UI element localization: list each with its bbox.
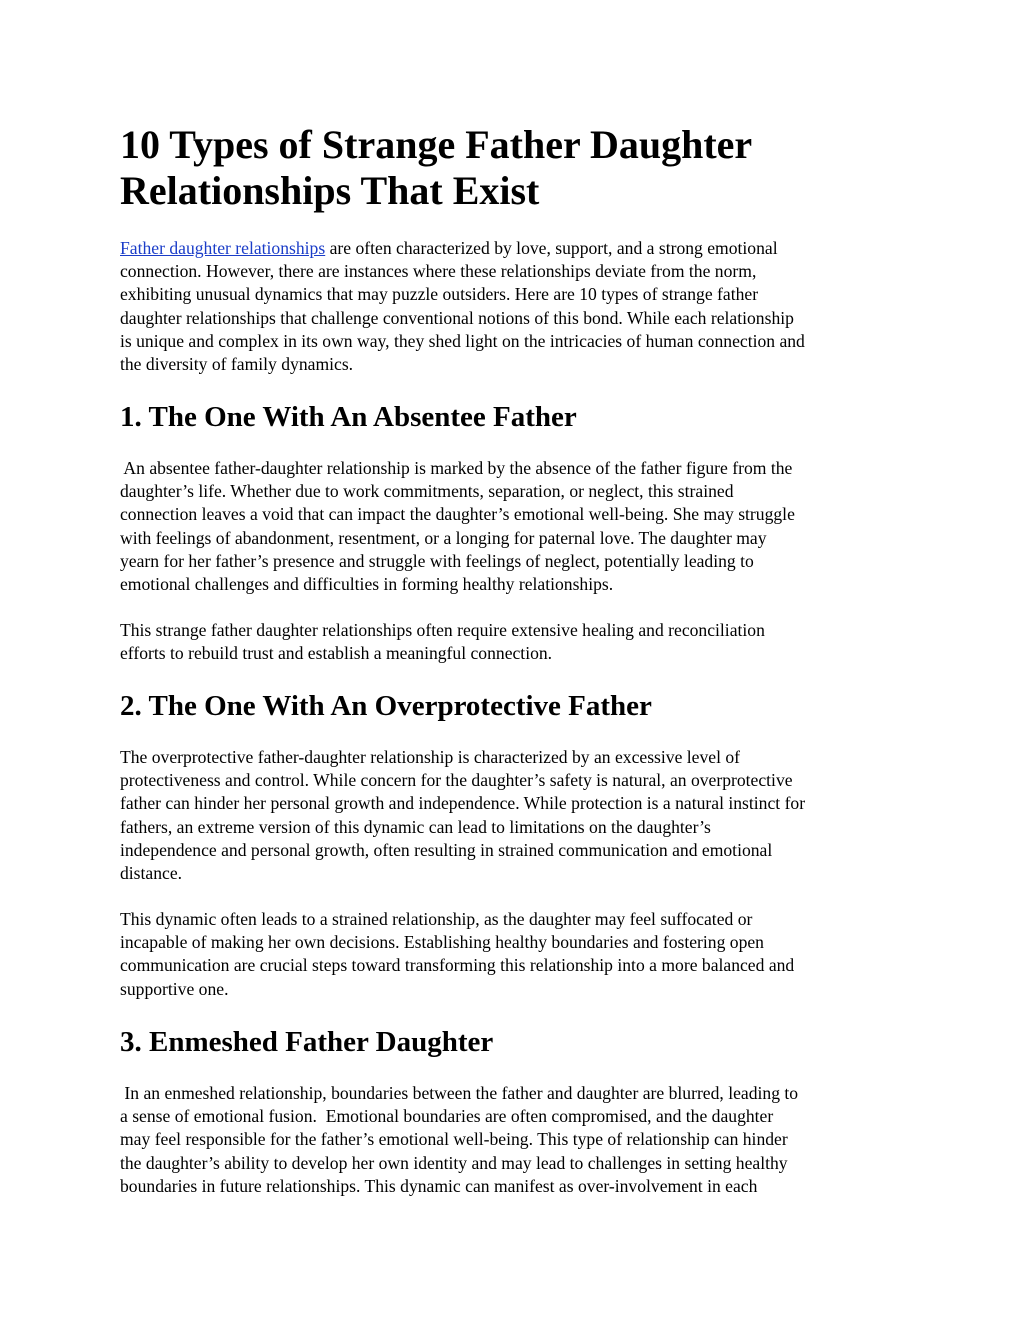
paragraph-line: the daughter’s ability to develop her own identity and may lead to challenges in setting healthy: [120, 1152, 788, 1173]
paragraph-line: communication are crucial steps toward transforming this relationship into a more balanced and: [120, 955, 795, 976]
paragraph-line: emotional challenges and difficulties in forming healthy relationships.: [120, 574, 614, 595]
paragraph-line: exhibiting unusual dynamics that may puzzle outsiders. Here are 10 types of strange father: [120, 284, 759, 305]
paragraph-line: In an enmeshed relationship, boundaries between the father and daughter are blurred, leading to: [120, 1083, 799, 1103]
paragraph-line: yearn for her father’s presence and struggle with feelings of neglect, potentially leading to: [120, 550, 754, 571]
section-1-paragraph-2: [120, 619, 905, 665]
intro-paragraph: [120, 237, 905, 376]
paragraph-line: independence and personal growth, often resulting in strained communication and emotional: [120, 839, 773, 860]
section-1-paragraph-1: [120, 457, 905, 596]
paragraph-line: boundaries in future relationships. This dynamic can manifest as over-involvement in each: [120, 1175, 758, 1196]
paragraph-line: connection leaves a void that can impact the daughter’s emotional well-being. She may struggle: [120, 504, 795, 525]
paragraph-line: father can hinder her personal growth and independence. While protection is a natural instinct for: [120, 793, 806, 814]
paragraph-line: incapable of making her own decisions. Establishing healthy boundaries and fostering open: [120, 932, 764, 953]
paragraph-line: An absentee father-daughter relationship is marked by the absence of the father figure from the: [120, 458, 793, 478]
paragraph-line: distance.: [120, 863, 183, 884]
section-heading-absentee-father: 1. The One With An Absentee Father: [120, 401, 577, 433]
paragraph-line: The overprotective father-daughter relationship is characterized by an excessive level of: [120, 747, 741, 767]
intro-first-line: [120, 237, 905, 260]
section-3-paragraph-1: [120, 1082, 905, 1198]
section-heading-enmeshed-father-daughter: 3. Enmeshed Father Daughter: [120, 1026, 494, 1058]
paragraph-line: supportive one.: [120, 978, 229, 999]
paragraph-line: fathers, an extreme version of this dynamic can lead to limitations on the daughter’s: [120, 816, 711, 837]
title-line: Relationships That Exist: [120, 168, 540, 213]
section-heading-overprotective-father: 2. The One With An Overprotective Father: [120, 690, 652, 722]
paragraph-line: This strange father daughter relationships often require extensive healing and reconciliation: [120, 620, 765, 640]
intro-first-line-text: are often characterized by love, support, and a strong emotional: [325, 238, 778, 258]
paragraph-line: connection. However, there are instances where these relationships deviate from the norm,: [120, 261, 757, 282]
paragraph-line: is unique and complex in its own way, they shed light on the intricacies of human connection and: [120, 330, 805, 351]
paragraph-line: This dynamic often leads to a strained relationship, as the daughter may feel suffocated or: [120, 909, 753, 929]
section-2-paragraph-1: [120, 746, 905, 885]
paragraph-line: with feelings of abandonment, resentment, or a longing for paternal love. The daughter may: [120, 527, 767, 548]
paragraph-line: daughter’s life. Whether due to work commitments, separation, or neglect, this strained: [120, 481, 734, 502]
paragraph-line: protectiveness and control. While concern for the daughter’s safety is natural, an overprotective: [120, 770, 793, 791]
paragraph-line: may feel responsible for the father’s emotional well-being. This type of relationship can hinder: [120, 1129, 788, 1150]
paragraph-line: a sense of emotional fusion. Emotional boundaries are often compromised, and the daughter: [120, 1106, 774, 1127]
paragraph-line: efforts to rebuild trust and establish a meaningful connection.: [120, 643, 553, 664]
section-2-paragraph-2: [120, 908, 905, 1001]
article-title: [120, 122, 905, 214]
title-line: 10 Types of Strange Father Daughter: [120, 122, 753, 167]
father-daughter-relationships-link[interactable]: Father daughter relationships: [120, 238, 326, 258]
paragraph-line: daughter relationships that challenge conventional notions of this bond. While each relationship: [120, 307, 794, 328]
paragraph-line: the diversity of family dynamics.: [120, 354, 354, 375]
